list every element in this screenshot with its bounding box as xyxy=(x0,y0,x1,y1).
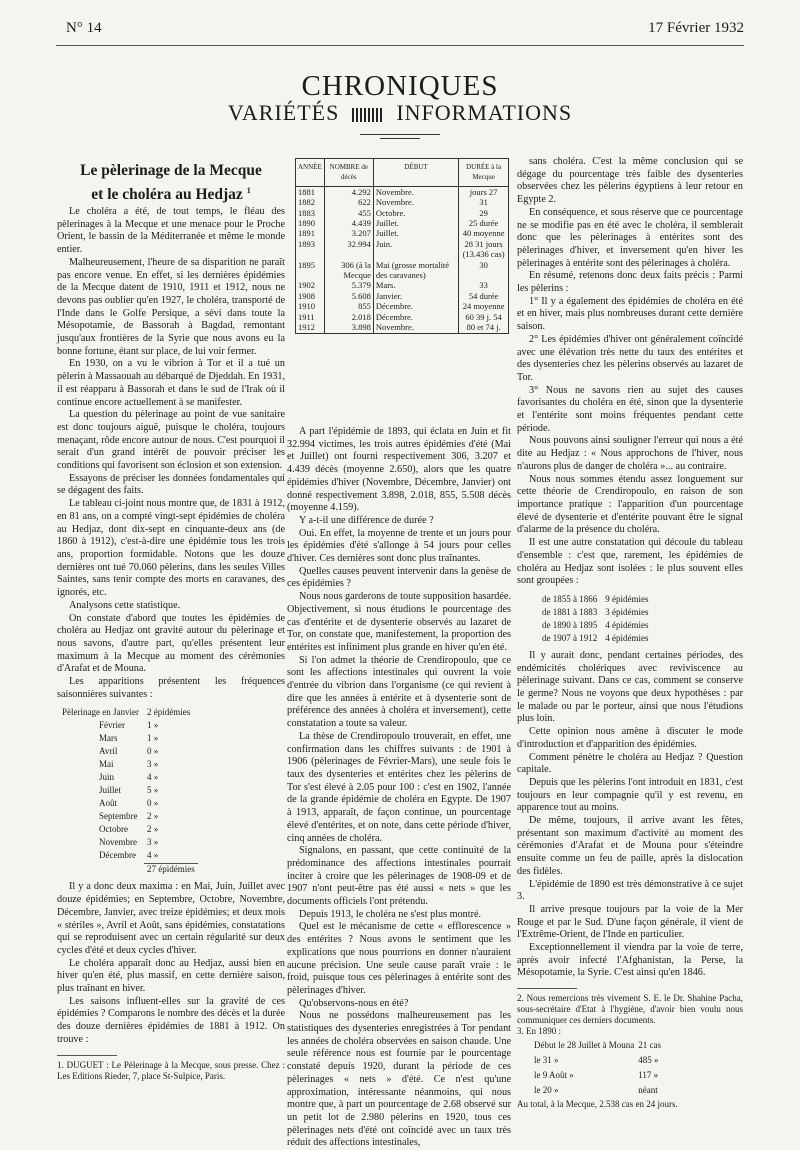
table-cell: 4 » xyxy=(146,772,159,783)
table-cell: Mai (grosse mortalité des caravanes) xyxy=(373,260,458,281)
table-cell: 1 » xyxy=(146,720,159,731)
table-cell: Mars xyxy=(99,733,118,744)
table-cell: 9 épidémies xyxy=(605,593,649,604)
table-cell: Août xyxy=(99,798,117,809)
table-cell: 29 xyxy=(479,207,488,218)
paragraph: Si l'on admet la théorie de Crendiropoulo, que ce sont les affections intestinales qui ouvrent la voie d'entrée du vibrion dans l'organisme (ce qui revient à dire que les années à entérite et à dysenterie sont de préférence des années à choléra et inversement), cette constatation a toute sa valeur. xyxy=(287,654,511,730)
paragraph: En résumé, retenons donc deux faits précis : Parmi les pèlerins : xyxy=(517,270,743,295)
paragraph: Nous nous garderons de toute supposition hasardée. Objectivement, si nous étudions le pourcentage des cas d'entérite et de dysenterie observés au lazaret de Tor, on constate que, manifestement, la proportion des entérites est infiniment plus grande en hiver qu'en été. xyxy=(287,591,511,653)
table-cell: Décembre xyxy=(99,850,136,861)
table-cell: 4 épidémies xyxy=(605,619,649,630)
footnote: Au total, à la Mecque, 2.538 cas en 24 jours. xyxy=(517,1099,678,1110)
table-row xyxy=(59,720,198,731)
table-row xyxy=(296,186,508,197)
table-cell: de 1907 à 1912 xyxy=(542,632,598,643)
paragraph: De même, toujours, il arrive avant les fêtes, présentant son maximum d'activité au moment des cérémonies d'Arafat et de Mouna pour s'éteindre ensuite comme un feu de paille, après la dislocation des fidèles. xyxy=(517,815,743,877)
table-cell xyxy=(324,249,373,259)
title-line: et le choléra au Hedjaz $^1$ xyxy=(91,186,251,204)
table-cell: Janvier. xyxy=(373,291,458,301)
table-cell: 40 moyenne xyxy=(462,228,505,239)
seasonal-total: 27 épidémies xyxy=(144,863,198,875)
table-row xyxy=(296,208,508,218)
table-row xyxy=(59,746,198,757)
table-cell: 5 » xyxy=(146,785,159,796)
table-cell: 622 xyxy=(324,197,373,207)
paragraph: Analysons cette statistique. xyxy=(69,599,181,611)
table-row xyxy=(59,759,198,770)
column-2 xyxy=(287,426,511,1150)
table-cell: 80 et 74 j. xyxy=(466,322,501,333)
table-cell: Décembre. xyxy=(373,312,458,322)
table-row xyxy=(296,301,508,311)
table-row xyxy=(296,228,508,238)
table-cell: 1890 xyxy=(296,218,324,228)
table-cell: 3 » xyxy=(146,837,159,848)
table-cell: 3 » xyxy=(146,759,159,770)
rubric-varietes: VARIÉTÉS xyxy=(227,100,340,125)
paragraph: Depuis que les pèlerins l'ont introduit en 1831, c'est toujours en leur compagnie qu'il y est revenu, en apparence tout au moins. xyxy=(517,776,743,814)
table-cell: 54 durée xyxy=(468,290,499,301)
footnote-ref: 1 xyxy=(246,186,251,195)
table-cell: Novembre. xyxy=(373,197,458,207)
table-cell: (13.436 cas) xyxy=(462,249,505,260)
paragraph: Comment pénètre le choléra au Hedjaz ? Question capitale. xyxy=(517,751,743,776)
table-cell xyxy=(296,249,324,259)
table-cell: Juillet xyxy=(99,785,121,796)
table-cell: 30 xyxy=(479,259,488,270)
table-row xyxy=(533,1084,662,1097)
table-row xyxy=(296,239,508,249)
paragraph: Cette opinion nous amène à discuter le mode d'introduction et d'apparition des épidémies. xyxy=(517,726,743,750)
table-cell: 5.608 xyxy=(324,291,373,301)
table-cell: 3.207 xyxy=(324,228,373,238)
table-cell: 60 39 j. 54 xyxy=(465,311,502,322)
table-cell: Avril xyxy=(99,746,118,757)
table-cell: 2.018 xyxy=(324,312,373,322)
table-row xyxy=(296,197,508,207)
paragraph: Nous nous sommes étendu assez longuement sur cette théorie de Crendiropoulo, en raison de son importance pratique : l'apparition d'un pourcentage élevé de dysenterie et d'entérite pouvant être le signal d'alarme de la présence du choléra. xyxy=(517,473,743,536)
table-cell: Octobre xyxy=(99,824,128,835)
table-cell: de 1890 à 1895 xyxy=(542,619,598,630)
table-cell: Novembre. xyxy=(373,322,458,332)
paragraph: Oui. En effet, la moyenne de trente et un jours pour les épidémies d'été s'allonge à 54 jours pour celles d'hiver. Ces dernières sont donc plus traînantes. xyxy=(287,527,511,565)
footnote: 2. Nous remercions très vivement S. E. le Dr. Shahine Pacha, sous-secrétaire d'Etat à l'hygiène, d'avoir bien voulu nous communiquer ces derniers documents. xyxy=(517,993,743,1026)
divider xyxy=(380,138,420,139)
table-row xyxy=(296,280,508,290)
table-cell: 3.898 xyxy=(324,322,373,332)
article-title xyxy=(57,161,285,205)
table-cell: Juin xyxy=(99,772,115,783)
table-row xyxy=(296,322,508,332)
column-3 xyxy=(517,156,743,1110)
table-cell: 4.439 xyxy=(324,218,373,228)
table-cell: 455 xyxy=(324,208,373,218)
table-row xyxy=(539,607,652,618)
table-cell: de 1881 à 1883 xyxy=(542,606,598,617)
paragraph: 1° Il y a également des épidémies de choléra en été et en hiver, mais plus nombreuses durant cette dernière saison. xyxy=(517,295,743,333)
paragraph: Nous ne possédons malheureusement pas les statistiques des dysenteries enregistrées à Tor pendant les années de choléra observées en saison chaude. Une seule référence nous est fournie par le pourcentage constaté depuis 1920, durant la période de ces pèlerinages « nets » d'été. Ce n'est qu'une approximation, intéressante néanmoins, qui nous montre que, à part un pourcentage de 2.68 observé sur un petit lot de 2.980 pèlerins en 1920, tous ces pèlerinages nets d'été ont coïncidé avec un taux très réduit des affections intestinales, xyxy=(287,1010,511,1149)
table-cell: 1902 xyxy=(296,280,324,290)
table-cell: 21 cas xyxy=(638,1040,661,1051)
paragraph: 2° Les épidémies d'hiver ont généralement coïncidé avec une élévation très nette du taux des entérites et des dysenteries chez les pèlerins observés au lazaret de Tor. xyxy=(517,333,743,383)
paragraph: La thèse de Crendiropoulo trouverait, en effet, une confirmation dans les chiffres suivants : de 1901 à 1906 (pèlerinages de Février-Mars), une seule fois le taux des dysenteries et entérites chez les pèlerins de Tor s'est élevé à 2.05 pour 100 : c'est en 1902, l'année de la grande épidémie de choléra en Egypte. De 1907 à 1913, apparaît, de façon continue, un pourcentage élevé d'entérites, et on note, dans cette période d'hiver, cinq années de choléra. xyxy=(287,730,511,844)
table-row xyxy=(59,785,198,796)
table-cell: 2 épidémies xyxy=(146,707,191,718)
paragraph: Il arrive presque toujours par la voie de la Mer Rouge et par le Sud. D'une façon générale, il vient de l'Extrême-Orient, de l'Inde en particulier. xyxy=(517,903,743,941)
table-row xyxy=(539,633,652,644)
rubric-informations: INFORMATIONS xyxy=(396,100,573,125)
paragraph: Le choléra apparaît donc au Hedjaz, aussi bien en hiver qu'en été, plus massif, en cette dernière saison, plus traînant en hiver. xyxy=(57,957,285,995)
column-1 xyxy=(57,206,285,1082)
paragraph: Quel est le mécanisme de cette « efflorescence » des entérites ? Nous avons le sentiment que les explications que nous pourrions en donner n'auraient aucune précision. Une seule cause paraît vraie : le froid, puisque tous ces pèlerinages à entérite sont des pèlerinages d'hiver. xyxy=(287,921,511,996)
table-cell: 31 xyxy=(479,197,488,208)
table-cell: de 1855 à 1866 xyxy=(542,593,598,604)
table-row xyxy=(296,218,508,228)
paragraph: Il y a donc deux maxima : en Mai, Juin, Juillet avec douze épidémies; en Septembre, Octobre, Novembre, Décembre, Janvier, avec treize épidémies; et deux mois « stériles », Avril et Août, sans épidémies, constatations qui se reproduisent avec un certain régularité sur deux cycles d'été et deux cycles d'hiver. xyxy=(57,881,285,956)
paragraph: A part l'épidémie de 1893, qui éclata en Juin et fit 32.994 victimes, les trois autres épidémies d'été (Mai et Juillet) ont fourni respectivement 306, 3.207 et 4.439 décès (moyenne 2.650), alors que les quatre épidémies d'hiver (Novembre, Décembre, Janvier) ont donné respectivement 3.898, 2.018, 855, 5.508 décès (moyenne 4.159). xyxy=(287,426,511,514)
paragraph: Exceptionnellement il viendra par la voie de terre, après avoir infecté l'Afghanistan, la Perse, la Mésopotamie, la Syrie. C'est ainsi qu'en 1846. xyxy=(517,942,743,979)
paragraph: Y a-t-il une différence de durée ? xyxy=(299,514,434,526)
table-row xyxy=(539,594,652,605)
header-rule xyxy=(56,45,744,46)
table-row xyxy=(59,798,198,809)
table-cell: 1908 xyxy=(296,291,324,301)
paragraph: En 1930, on a vu le vibrion à Tor et il a tué un pèlerin à Massaouah au débarqué de Djeddah. En 1931, il est réapparu à Bassorah et dans le sud de l'Irak où il continue encore actuellement à se manifester. xyxy=(57,358,285,408)
column-header: DURÉE à la Mecque xyxy=(459,159,508,186)
table-cell: Octobre. xyxy=(373,208,458,218)
table-row xyxy=(533,1069,662,1082)
table-row xyxy=(296,249,508,259)
table-cell: Novembre. xyxy=(373,186,458,197)
paragraph: Quelles causes peuvent intervenir dans la genèse de ces épidémies ? xyxy=(287,565,511,590)
column-header: ANNÉE xyxy=(296,159,324,186)
paragraph: 3° Nous ne savons rien au sujet des causes favorisantes du choléra en été, sinon que la dysenterie et l'entérite sont moins fréquentes pendant cette période. xyxy=(517,384,743,434)
paragraph: Les apparitions présentent les fréquences saisonnières suivantes : xyxy=(57,676,285,700)
table-cell: 485 » xyxy=(638,1055,659,1066)
table-cell: 1910 xyxy=(296,301,324,311)
table-cell: Juin. xyxy=(373,239,458,249)
table-cell: Mai xyxy=(99,759,114,770)
table-cell: 1882 xyxy=(296,197,324,207)
table-row xyxy=(59,733,198,744)
paragraph: Signalons, en passant, que cette continuité de la prédominance des affections intestinales pourrait inciter à croire que les pèlerinages de 1908-09 et de 1907 n'ont peut-être pas été aussi « nets » que les documents officiels l'ont prétendu. xyxy=(287,845,511,908)
table-row xyxy=(59,811,198,822)
table-cell: néant xyxy=(638,1085,658,1096)
table-cell: jours 27 xyxy=(469,186,498,197)
title-line: Le pèlerinage de la Mecque xyxy=(80,162,262,179)
table-row xyxy=(296,312,508,322)
paragraph: Les saisons influent-elles sur la gravité de ces épidémies ? Comparons le nombre des décès et la durée des douze dernières épidémies de 1881 à 1912. On trouve : xyxy=(57,995,285,1045)
rubric-subtitle xyxy=(0,100,800,126)
groups-table xyxy=(537,592,654,646)
table-cell xyxy=(373,249,458,259)
table-cell: 306 (à la Mecque xyxy=(324,260,373,281)
table-cell: 4.292 xyxy=(324,186,373,197)
paragraph: Il est une autre constatation qui découle du tableau d'ensemble : c'est que, rarement, les épidémies de choléra au Hedjaz sont isolées : le plus souvent elles sont groupées : xyxy=(517,537,743,587)
footnote: 3. En 1890 : xyxy=(517,1026,561,1037)
table-cell: Février xyxy=(99,720,125,731)
paragraph: La question du pèlerinage au point de vue sanitaire est donc toujours aiguë, puisque le choléra, toujours menaçant, rôde encore autour de nous. C'est pourquoi il serait d'un grand intérêt de pouvoir préciser les conditions qui favorisent son éclosion et son extension. xyxy=(57,409,285,472)
table-cell: 1893 xyxy=(296,239,324,249)
table-cell: le 31 » xyxy=(534,1055,559,1066)
ornament-icon xyxy=(352,108,384,122)
table-cell: le 20 » xyxy=(534,1085,559,1096)
table-row xyxy=(59,850,198,861)
table-cell: Juillet. xyxy=(373,228,458,238)
table-cell: 1 » xyxy=(146,733,159,744)
table-row xyxy=(59,772,198,783)
table-cell: 33 xyxy=(479,280,488,291)
table-cell: 1883 xyxy=(296,208,324,218)
table-cell: 25 durée xyxy=(468,218,499,229)
page-number: N° 14 xyxy=(66,20,102,36)
table-row xyxy=(539,620,652,631)
table-cell: 28 31 jours xyxy=(464,238,503,249)
table-cell: Décembre. xyxy=(373,301,458,311)
paragraph: sans choléra. C'est la même conclusion qui se dégage du pourcentage très faible des dysenteries observées chez les pèlerins égyptiens à leur retour en Egypte 2. xyxy=(517,156,743,206)
table-cell xyxy=(59,863,142,875)
rubric-chroniques: CHRONIQUES xyxy=(301,70,499,102)
table-cell: le 9 Août » xyxy=(534,1070,574,1081)
paragraph: Le choléra a été, de tout temps, le fléau des pèlerinages à la Mecque et une menace pour le Proche Orient, le bassin de la Méditerranée et même le monde entier. xyxy=(57,206,285,256)
table-cell: 1895 xyxy=(296,260,324,281)
issue-date: 17 Février 1932 xyxy=(648,20,744,36)
table-cell: Septembre xyxy=(99,811,138,822)
table-row xyxy=(296,260,508,281)
table-cell: 2 » xyxy=(146,824,159,835)
table-cell: 1891 xyxy=(296,228,324,238)
paragraph: Il y aurait donc, pendant certaines périodes, des endémicités cholériques avec reviviscence au pèlerinage suivant. Dans ce cas, comment se conserve le germe? Nous ne voyons que deux hypothèses : par le malade ou par le porteur, ainsi que nous l'étudions plus loin. xyxy=(517,649,743,725)
table-cell: 1881 xyxy=(296,186,324,197)
paragraph: Malheureusement, l'heure de sa disparition ne paraît pas encore venue. En effet, si les dernières épidémies de la Mecque datent de 1910, 1911 et 1912, nous ne devons pas oublier qu'en 1927, le choléra, transporté de l'Inde dans le Golfe Persique, a sévi dans toute la Mésopotamie, de Bassorah à Bagdad, remontant jusqu'aux frontières de la Syrie que nous avons eu la bonne fortune, étant sur place, de lui voir fermer. xyxy=(57,256,285,357)
column-header: DÉBUT xyxy=(373,159,458,186)
table-cell: Mars. xyxy=(373,280,458,290)
column-header: NOMBRE de décès xyxy=(324,159,373,186)
paragraph: Nous pouvons ainsi souligner l'erreur qui nous a été dite au Hedjaz : « Nous approchons de l'hiver, nous n'aurons plus de danger de choléra »... au contraire. xyxy=(517,435,743,472)
paragraph: Le tableau ci-joint nous montre que, de 1831 à 1912, en 81 ans, on a compté vingt-sept épidémies de choléra au Hedjaz, dont dix-sept en cinquante-deux ans (de 1860 à 1912), c'est-à-dire une épidémie tous les trois ans, proportion formidable. Notons que les douze dernières ont tué 70.060 pèlerins, dans les seules Villes Saintes, sans tenir compte des morts en caravanes, des ignorés, etc. xyxy=(57,498,285,599)
table-cell: 1912 xyxy=(296,322,324,332)
paragraph: En conséquence, et sous réserve que ce pourcentage ne se modifie pas en été avec le choléra, il semblerait donc que les pèlerinages à entérites sont des pèlerinages d'hiver, et inversement qu'en hiver les pèlerinages à entérite sont des pèlerinages à choléra. xyxy=(517,206,743,269)
table-cell: 0 » xyxy=(146,746,159,757)
table-row xyxy=(296,291,508,301)
epidemic-table xyxy=(295,158,509,334)
table-row xyxy=(59,824,198,835)
table-cell: 5.379 xyxy=(324,280,373,290)
table-cell: 0 » xyxy=(146,798,159,809)
table-cell: Pèlerinage en Janvier xyxy=(62,707,139,718)
table-row xyxy=(533,1054,662,1067)
paragraph: Qu'observons-nous en été? xyxy=(299,997,409,1009)
table-cell: 4 » xyxy=(146,850,159,861)
paragraph: L'épidémie de 1890 est très démonstrative à ce sujet 3. xyxy=(517,878,743,903)
paragraph: Depuis 1913, le choléra ne s'est plus montré. xyxy=(299,908,482,920)
table-cell: Juillet. xyxy=(373,218,458,228)
table-cell: 1911 xyxy=(296,312,324,322)
table-cell: 32.994 xyxy=(324,239,373,249)
table-cell: 24 moyenne xyxy=(462,301,505,312)
table-cell: 2 » xyxy=(146,811,159,822)
table-cell: Début le 28 Juillet à Mouna xyxy=(534,1040,635,1051)
footnote-rule xyxy=(57,1055,117,1056)
table-row xyxy=(59,707,198,718)
footnote-rule xyxy=(517,988,577,989)
seasonal-table xyxy=(57,705,200,877)
paragraph: On constate d'abord que toutes les épidémies de choléra au Hedjaz ont gravité autour du pèlerinage et nous savons, d'autre part, qu'elles présentent leur maximum à la Mecque au moment des cérémonies d'Arafat et de Mouna. xyxy=(57,612,285,675)
divider xyxy=(360,134,440,135)
table-row xyxy=(533,1039,662,1052)
table-row xyxy=(59,837,198,848)
footnote-table xyxy=(531,1037,664,1099)
table-cell: 117 » xyxy=(638,1070,659,1081)
table-cell: Novembre xyxy=(99,837,137,848)
table-cell: 4 épidémies xyxy=(605,632,649,643)
table-cell: 3 épidémies xyxy=(605,606,649,617)
paragraph: Essayons de préciser les données fondamentales qui se dégagent des faits. xyxy=(57,472,285,497)
table-cell: 855 xyxy=(324,301,373,311)
table-row xyxy=(59,863,198,875)
footnote: 1. DUGUET : Le Pèlerinage à la Mecque, sous presse. Chez : Les Editions Rieder, 7, place St-Sulpice, Paris. xyxy=(57,1059,285,1081)
